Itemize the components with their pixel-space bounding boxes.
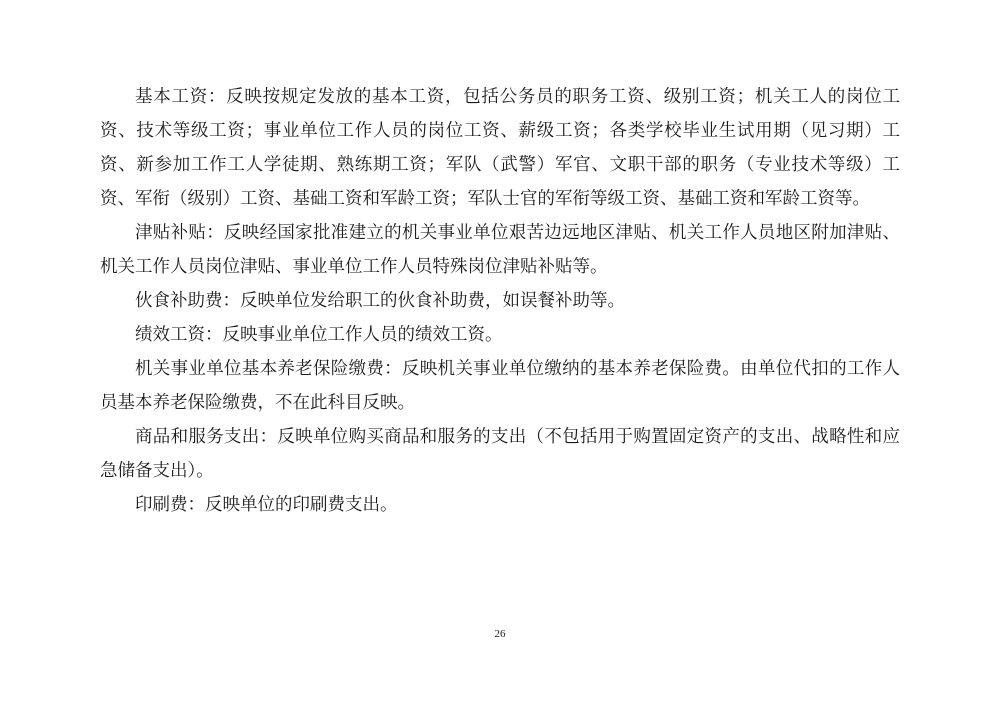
- document-body: [100, 80, 900, 522]
- paragraph-goods-services: 商品和服务支出：反映单位购买商品和服务的支出（不包括用于购置固定资产的支出、战略性和应急储备支出）。: [100, 427, 900, 481]
- paragraph-basic-salary: 基本工资：反映按规定发放的基本工资，包括公务员的职务工资、级别工资；机关工人的岗位工资、技术等级工资；事业单位工作人员的岗位工资、薪级工资；各类学校毕业生试用期（见习期）工资、新参加工作工人学徒期、熟练期工资；军队（武警）军官、文职干部的职务（专业技术等级）工资、军衔（级别）工资、基础工资和军龄工资；军队士官的军衔等级工资、基础工资和军龄工资等。: [100, 87, 900, 209]
- paragraph-performance-pay: 绩效工资：反映事业单位工作人员的绩效工资。: [135, 325, 503, 345]
- paragraph-allowances: 津贴补贴：反映经国家批准建立的机关事业单位艰苦边远地区津贴、机关工作人员地区附加津贴、机关工作人员岗位津贴、事业单位工作人员特殊岗位津贴补贴等。: [100, 223, 900, 277]
- paragraph-meal-subsidy: 伙食补助费：反映单位发给职工的伙食补助费，如误餐补助等。: [135, 291, 625, 311]
- paragraph-pension-insurance: 机关事业单位基本养老保险缴费：反映机关事业单位缴纳的基本养老保险费。由单位代扣的工作人员基本养老保险缴费，不在此科目反映。: [100, 359, 900, 413]
- page-number: 26: [494, 628, 506, 640]
- paragraph-printing-fee: 印刷费：反映单位的印刷费支出。: [135, 495, 398, 515]
